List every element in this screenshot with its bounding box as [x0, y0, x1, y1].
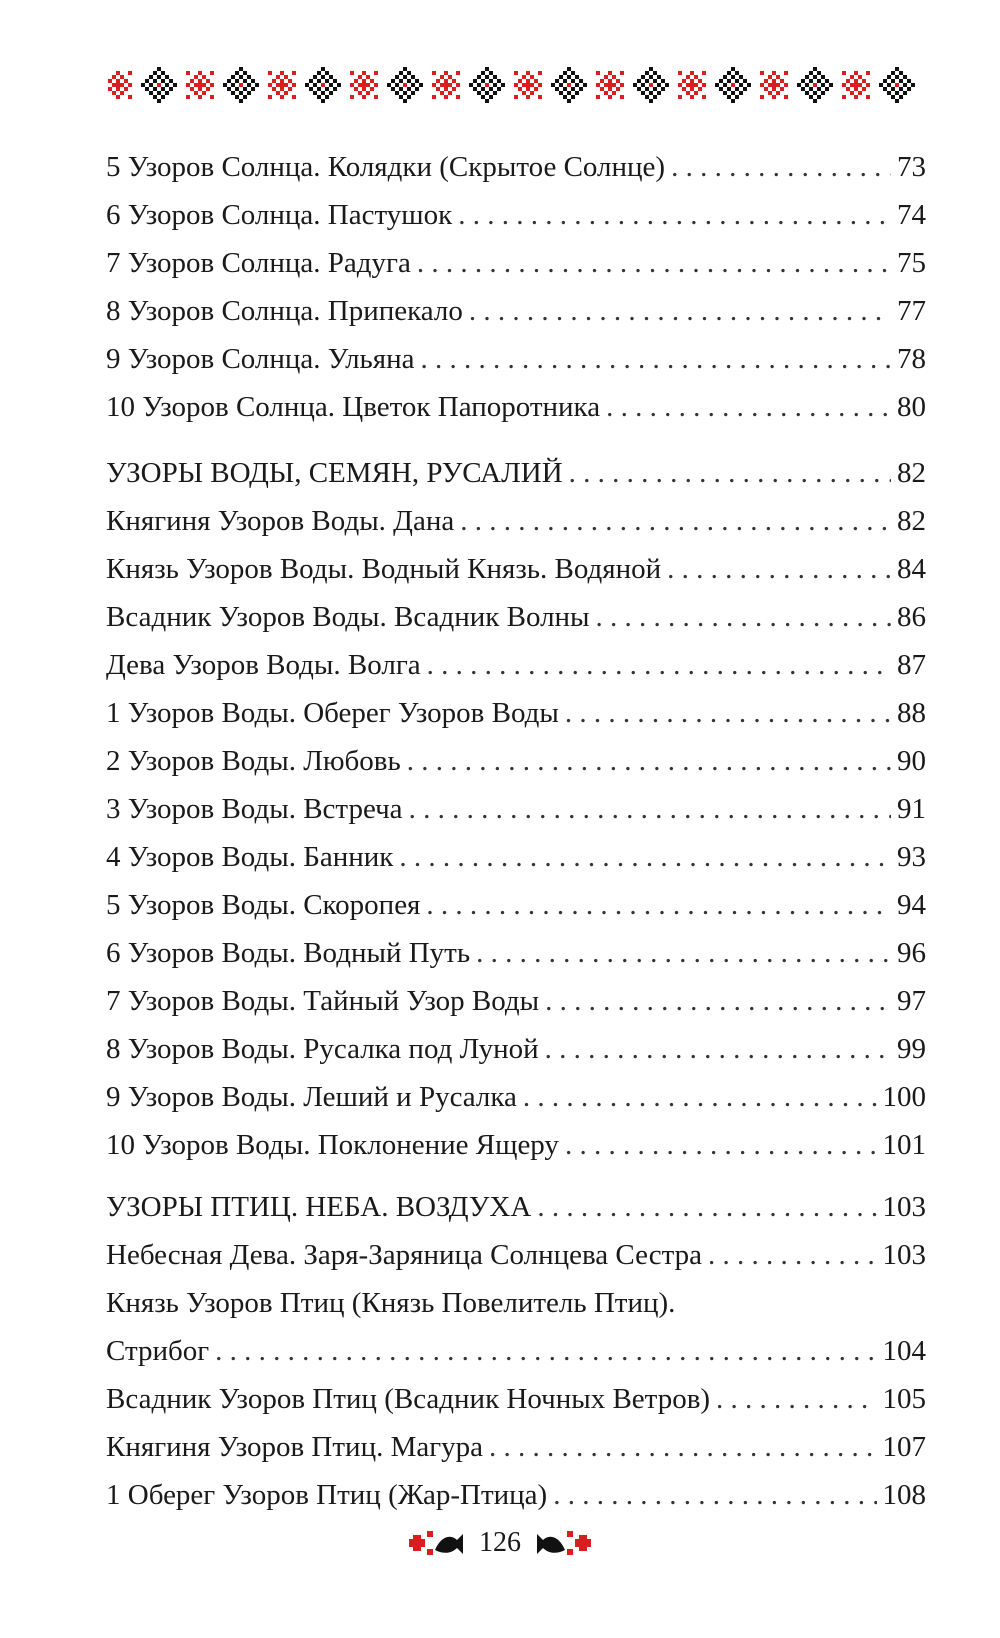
- left-ornament-icon: [405, 1526, 469, 1560]
- toc-entry-first-line[interactable]: Князь Узоров Птиц (Князь Повелитель Птиц).: [106, 1287, 676, 1319]
- toc-entry[interactable]: 5 Узоров Солнца. Колядки (Скрытое Солнце) . . . 73: [106, 143, 926, 191]
- toc-entry[interactable]: Дева Узоров Воды. Волга . . . 87: [106, 641, 926, 689]
- toc-entry-continuation[interactable]: Стрибог . . . 104: [106, 1327, 926, 1375]
- toc-entry[interactable]: Князь Узоров Воды. Водный Князь. Водяной . . . 84: [106, 545, 926, 593]
- toc-entry[interactable]: 3 Узоров Воды. Встреча . . . 91: [106, 785, 926, 833]
- toc-entry[interactable]: 9 Узоров Воды. Леший и Русалка . . . 100: [106, 1073, 926, 1121]
- embroidery-border-ornament: [108, 62, 928, 108]
- toc-entry[interactable]: 6 Узоров Воды. Водный Путь . . . 96: [106, 929, 926, 977]
- toc-entry[interactable]: Небесная Дева. Заря-Заряница Солнцева Сестра . . . 103: [106, 1231, 926, 1279]
- page-number: 126: [479, 1527, 521, 1558]
- page-footer: [0, 1526, 1000, 1560]
- toc-entry[interactable]: 4 Узоров Воды. Банник . . . 93: [106, 833, 926, 881]
- toc-entry[interactable]: 1 Оберег Узоров Птиц (Жар-Птица) . . . 108: [106, 1471, 926, 1519]
- toc-entry[interactable]: 6 Узоров Солнца. Пастушок . . . 74: [106, 191, 926, 239]
- toc-section-heading[interactable]: УЗОРЫ ВОДЫ, СЕМЯН, РУСАЛИЙ . . . 82: [106, 449, 926, 497]
- toc-entry[interactable]: 9 Узоров Солнца. Ульяна . . . 78: [106, 335, 926, 383]
- section-spacer: [106, 1169, 926, 1183]
- toc-section-heading[interactable]: УЗОРЫ ПТИЦ. НЕБА. ВОЗДУХА . . . 103: [106, 1183, 926, 1231]
- toc-entry[interactable]: 7 Узоров Воды. Тайный Узор Воды . . . 97: [106, 977, 926, 1025]
- right-ornament-icon: [531, 1526, 595, 1560]
- toc-entry[interactable]: 10 Узоров Воды. Поклонение Ящеру . . . 101: [106, 1121, 926, 1169]
- toc-entry[interactable]: Княгиня Узоров Птиц. Магура . . . 107: [106, 1423, 926, 1471]
- toc-entry[interactable]: 7 Узоров Солнца. Радуга . . . 75: [106, 239, 926, 287]
- toc-entry[interactable]: 1 Узоров Воды. Оберег Узоров Воды . . . 88: [106, 689, 926, 737]
- toc-entry[interactable]: 10 Узоров Солнца. Цветок Папоротника . . . 80: [106, 383, 926, 431]
- toc-entry[interactable]: Всадник Узоров Воды. Всадник Волны . . . 86: [106, 593, 926, 641]
- toc-entry[interactable]: 2 Узоров Воды. Любовь . . . 90: [106, 737, 926, 785]
- toc-entry[interactable]: 5 Узоров Воды. Скоропея . . . 94: [106, 881, 926, 929]
- table-of-contents: [106, 143, 926, 1519]
- toc-entry[interactable]: Княгиня Узоров Воды. Дана . . . 82: [106, 497, 926, 545]
- toc-entry[interactable]: 8 Узоров Воды. Русалка под Луной . . . 99: [106, 1025, 926, 1073]
- toc-entry[interactable]: 8 Узоров Солнца. Припекало . . . 77: [106, 287, 926, 335]
- section-spacer: [106, 431, 926, 449]
- toc-entry[interactable]: Всадник Узоров Птиц (Всадник Ночных Ветров) . . . 105: [106, 1375, 926, 1423]
